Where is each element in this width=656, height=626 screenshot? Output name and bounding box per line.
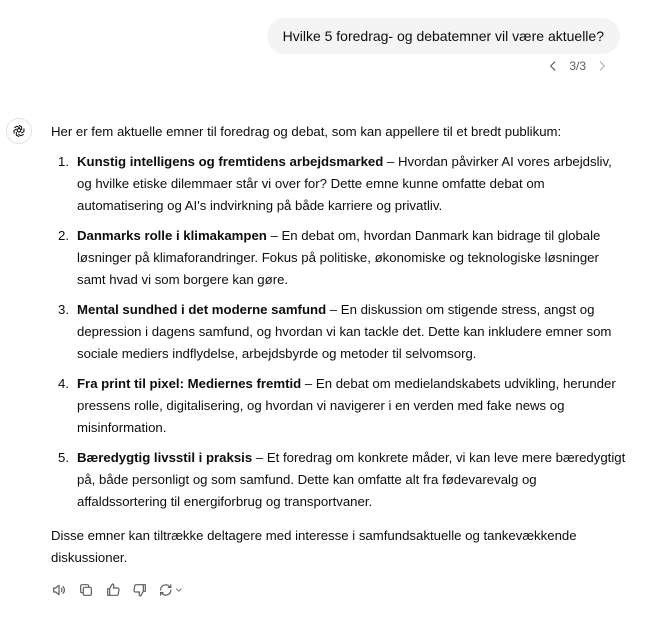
answer-outro: Disse emner kan tiltrække deltagere med interesse i samfundsaktuelle og tankevækkende diskussioner. xyxy=(51,528,577,565)
list-item-title: Bæredygtig livsstil i praksis xyxy=(77,450,253,465)
regenerate-icon xyxy=(158,582,173,598)
chevron-right-icon xyxy=(595,59,609,73)
chevron-left-icon xyxy=(546,59,560,73)
list-item-number: 2. xyxy=(58,228,69,243)
bad-response-button[interactable] xyxy=(131,581,149,599)
list-item xyxy=(51,373,626,439)
list-item xyxy=(51,225,626,291)
list-item-text: – En debat om medielandskabets udvikling, herunder pressens rolle, digitalisering, og hvordan vi navigerer i en verden med fake news og misinformation. xyxy=(77,376,616,435)
user-message-text: Hvilke 5 foredrag- og debatemner vil være aktuelle? xyxy=(282,28,604,44)
openai-logo-icon xyxy=(11,123,27,139)
assistant-message xyxy=(51,121,626,569)
response-navigation xyxy=(545,58,610,74)
list-item xyxy=(51,151,626,217)
read-aloud-button[interactable] xyxy=(50,581,68,599)
topic-list xyxy=(51,151,626,513)
response-counter: 3/3 xyxy=(569,59,586,73)
copy-icon xyxy=(78,582,94,598)
list-item-text: – Et foredrag om konkrete måder, vi kan leve mere bæredygtigt på, både personligt og som samfund. Dette kan omfatte alt fra fødevarevalg og affaldssortering til energiforbrug og transportvaner. xyxy=(77,450,626,509)
list-item-number: 4. xyxy=(58,376,69,391)
answer-intro: Her er fem aktuelle emner til foredrag og debat, som kan appellere til et bredt publikum: xyxy=(51,124,562,139)
regenerate-button[interactable] xyxy=(158,581,184,599)
previous-response-button[interactable] xyxy=(545,58,561,74)
list-item-number: 1. xyxy=(58,154,69,169)
message-actions xyxy=(50,581,184,599)
list-item-title: Fra print til pixel: Mediernes fremtid xyxy=(77,376,302,391)
user-message-bubble xyxy=(267,18,620,54)
list-item-number: 5. xyxy=(58,450,69,465)
thumbs-up-icon xyxy=(105,582,121,598)
list-item xyxy=(51,447,626,513)
list-item-title: Mental sundhed i det moderne samfund xyxy=(77,302,327,317)
list-item-text: – Hvordan påvirker AI vores arbejdsliv, og hvilke etiske dilemmaer står vi over for? Dette emne kunne omfatte debat om automatisering og AI's indvirkning på både karriere og privatliv. xyxy=(77,154,612,213)
speaker-icon xyxy=(51,582,67,598)
list-item-title: Kunstig intelligens og fremtidens arbejdsmarked xyxy=(77,154,384,169)
list-item-title: Danmarks rolle i klimakampen xyxy=(77,228,267,243)
list-item-text: – En debat om, hvordan Danmark kan bidrage til globale løsninger på klimaforandringer. Fokus på politiske, økonomiske og teknologiske løsninger samt hvad vi som borgere kan gøre. xyxy=(77,228,601,287)
list-item xyxy=(51,299,626,365)
good-response-button[interactable] xyxy=(104,581,122,599)
chevron-down-icon xyxy=(174,585,184,595)
list-item-text: – En diskussion om stigende stress, angst og depression i dagens samfund, og hvordan vi kan tackle det. Dette kan inkludere emner som sociale mediers indflydelse, arbejdsbyrde og metoder til selvomsorg. xyxy=(77,302,612,361)
list-item-number: 3. xyxy=(58,302,69,317)
copy-button[interactable] xyxy=(77,581,95,599)
thumbs-down-icon xyxy=(132,582,148,598)
next-response-button[interactable] xyxy=(594,58,610,74)
assistant-avatar xyxy=(6,118,32,144)
